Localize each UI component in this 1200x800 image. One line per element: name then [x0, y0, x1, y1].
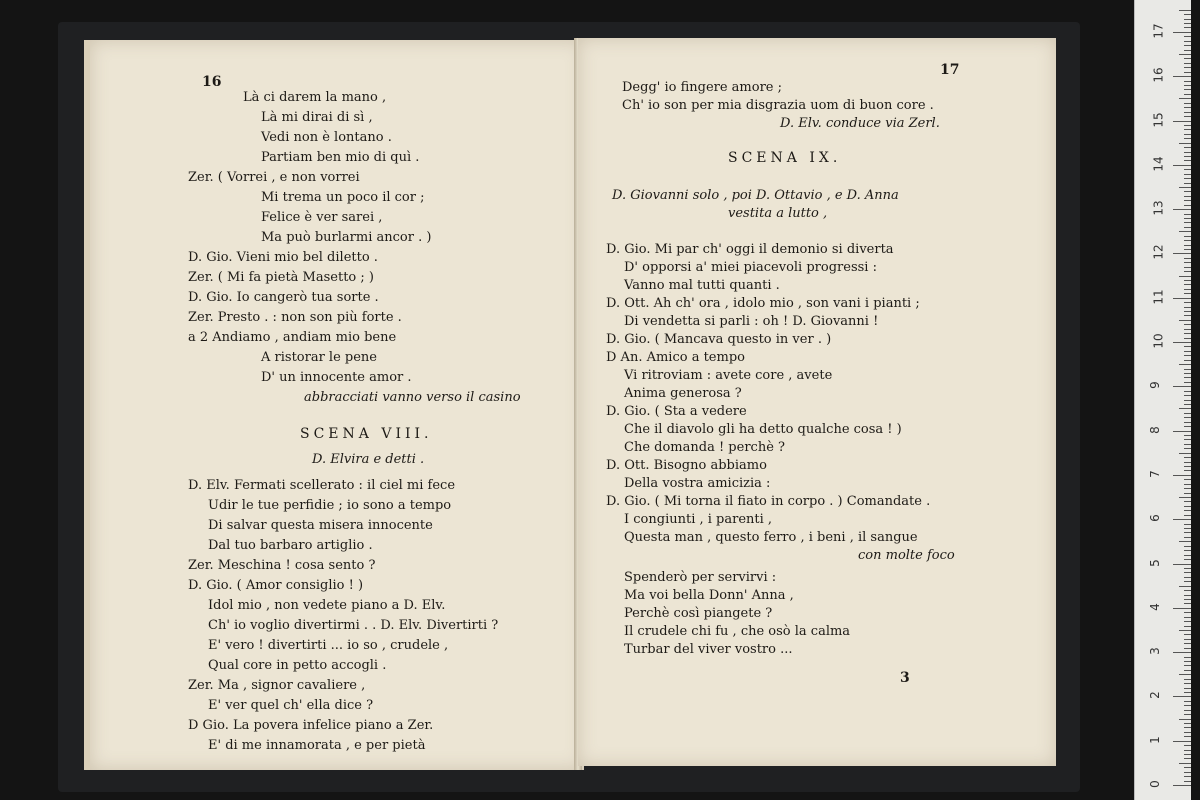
- ruler-tick: [1184, 58, 1191, 59]
- text-line: D. Gio. Mi par ch' oggi il demonio si diverta: [606, 242, 894, 257]
- text-line: Della vostra amicizia :: [624, 476, 771, 491]
- ruler-tick: [1184, 205, 1191, 206]
- ruler-tick: [1179, 408, 1191, 409]
- ruler-tick: [1184, 559, 1191, 560]
- text-line: Zer. Ma , signor cavaliere ,: [188, 678, 366, 693]
- ruler-tick: [1184, 581, 1191, 582]
- text-line: Là mi dirai di sì ,: [261, 110, 373, 125]
- ruler-tick: [1184, 524, 1191, 525]
- ruler-tick: [1184, 404, 1191, 405]
- ruler-number: 5: [1147, 558, 1162, 567]
- ruler-tick: [1184, 284, 1191, 285]
- text-line: D. Gio. Vieni mio bel diletto .: [188, 250, 378, 265]
- ruler-tick: [1184, 152, 1191, 153]
- ruler-tick: [1179, 541, 1191, 542]
- ruler-tick: [1184, 435, 1191, 436]
- signature-mark: 3: [900, 670, 910, 686]
- ruler-tick: [1184, 679, 1191, 680]
- ruler-tick: [1173, 519, 1191, 520]
- ruler-tick: [1173, 298, 1191, 299]
- ruler-tick: [1184, 191, 1191, 192]
- ruler-tick: [1184, 81, 1191, 82]
- ruler-number: 14: [1151, 156, 1166, 172]
- ruler-tick: [1184, 510, 1191, 511]
- ruler-tick: [1184, 781, 1191, 782]
- text-line: Turbar del viver vostro ...: [624, 642, 793, 657]
- ruler-tick: [1184, 236, 1191, 237]
- ruler-tick: [1184, 395, 1191, 396]
- ruler-tick: [1184, 280, 1191, 281]
- text-line: Di salvar questa misera innocente: [208, 518, 433, 533]
- ruler-tick: [1184, 94, 1191, 95]
- ruler-tick: [1184, 67, 1191, 68]
- ruler-number: 4: [1147, 602, 1162, 611]
- ruler-tick: [1173, 342, 1191, 343]
- text-line: a 2 Andiamo , andiam mio bene: [188, 330, 397, 345]
- text-line: Zer. ( Vorrei , e non vorrei: [188, 170, 360, 185]
- stage-direction: abbracciati vanno verso il casino: [304, 390, 521, 405]
- ruler-tick: [1184, 470, 1191, 471]
- ruler-tick: [1179, 10, 1191, 11]
- text-line: Di vendetta si parli : oh ! D. Giovanni !: [624, 314, 879, 329]
- text-line: D. Ott. Bisogno abbiamo: [606, 458, 767, 473]
- ruler-tick: [1179, 143, 1191, 144]
- ruler-tick: [1184, 138, 1191, 139]
- right-page: [578, 38, 1056, 766]
- ruler-tick: [1184, 338, 1191, 339]
- ruler-tick: [1179, 98, 1191, 99]
- ruler-tick: [1184, 546, 1191, 547]
- ruler-tick: [1184, 222, 1191, 223]
- ruler-tick: [1184, 710, 1191, 711]
- ruler-tick: [1184, 528, 1191, 529]
- ruler-tick: [1184, 227, 1191, 228]
- ruler-tick: [1173, 608, 1191, 609]
- ruler-tick: [1184, 160, 1191, 161]
- ruler-number: 17: [1151, 23, 1166, 39]
- ruler-tick: [1184, 448, 1191, 449]
- ruler-tick: [1184, 577, 1191, 578]
- ruler-tick: [1184, 23, 1191, 24]
- ruler-tick: [1184, 103, 1191, 104]
- ruler-number: 3: [1147, 647, 1162, 655]
- ruler-number: 9: [1147, 381, 1162, 390]
- text-line: Ch' io voglio divertirmi . . D. Elv. Divertirti ?: [208, 618, 499, 633]
- ruler-tick: [1184, 125, 1191, 126]
- text-line: D' un innocente amor .: [261, 370, 412, 385]
- text-line: Mi trema un poco il cor ;: [261, 190, 425, 205]
- text-line: Ch' io son per mia disgrazia uom di buon core .: [622, 98, 934, 113]
- ruler-number: 6: [1147, 514, 1162, 523]
- text-line: D. Elv. Fermati scellerato : il ciel mi fece: [188, 478, 456, 493]
- ruler-tick: [1184, 360, 1191, 361]
- ruler-tick: [1184, 129, 1191, 130]
- ruler-tick: [1184, 665, 1191, 666]
- ruler-tick: [1184, 329, 1191, 330]
- ruler-tick: [1184, 196, 1191, 197]
- ruler-tick: [1184, 302, 1191, 303]
- ruler-tick: [1184, 36, 1191, 37]
- ruler-tick: [1179, 276, 1191, 277]
- ruler-tick: [1184, 214, 1191, 215]
- ruler-tick: [1184, 776, 1191, 777]
- ruler-tick: [1173, 475, 1191, 476]
- ruler-tick: [1184, 758, 1191, 759]
- text-line: Ma può burlarmi ancor . ): [261, 230, 432, 245]
- ruler-tick: [1184, 595, 1191, 596]
- text-line: Idol mio , non vedete piano a D. Elv.: [208, 598, 446, 613]
- text-line: D Gio. La povera infelice piano a Zer.: [188, 718, 434, 733]
- ruler-tick: [1184, 767, 1191, 768]
- ruler-tick: [1184, 41, 1191, 42]
- ruler-tick: [1184, 174, 1191, 175]
- text-line: D. Gio. ( Sta a vedere: [606, 404, 747, 419]
- text-line: Anima generosa ?: [624, 386, 742, 401]
- ruler-tick: [1184, 156, 1191, 157]
- ruler-tick: [1184, 727, 1191, 728]
- ruler-tick: [1173, 785, 1191, 786]
- ruler-tick: [1184, 599, 1191, 600]
- ruler-tick: [1184, 72, 1191, 73]
- ruler-tick: [1184, 400, 1191, 401]
- text-line: I congiunti , i parenti ,: [624, 512, 773, 527]
- ruler-tick: [1184, 648, 1191, 649]
- ruler-number: 10: [1151, 333, 1166, 349]
- text-line: E' ver quel ch' ella dice ?: [208, 698, 374, 713]
- ruler-number: 15: [1151, 111, 1166, 128]
- measurement-ruler: [1134, 0, 1191, 800]
- ruler-tick: [1179, 54, 1191, 55]
- ruler-number: 8: [1147, 425, 1162, 434]
- ruler-tick: [1184, 692, 1191, 693]
- ruler-tick: [1184, 50, 1191, 51]
- text-line: Ma voi bella Donn' Anna ,: [624, 588, 794, 603]
- ruler-tick: [1184, 267, 1191, 268]
- text-line: Zer. Presto . : non son più forte .: [188, 310, 402, 325]
- ruler-tick: [1184, 45, 1191, 46]
- ruler-tick: [1184, 289, 1191, 290]
- ruler-tick: [1184, 639, 1191, 640]
- ruler-tick: [1184, 550, 1191, 551]
- ruler-tick: [1184, 439, 1191, 440]
- scene-characters: D. Elvira e detti .: [312, 452, 425, 467]
- ruler-tick: [1184, 112, 1191, 113]
- ruler-number: 16: [1151, 67, 1166, 83]
- ruler-tick: [1179, 630, 1191, 631]
- text-line: Vi ritroviam : avete core , avete: [624, 368, 833, 383]
- text-line: Dal tuo barbaro artiglio .: [208, 538, 373, 553]
- ruler-tick: [1179, 231, 1191, 232]
- ruler-tick: [1184, 466, 1191, 467]
- ruler-tick: [1184, 612, 1191, 613]
- ruler-tick: [1184, 617, 1191, 618]
- ruler-tick: [1184, 723, 1191, 724]
- ruler-tick: [1179, 364, 1191, 365]
- ruler-tick: [1184, 657, 1191, 658]
- ruler-tick: [1184, 683, 1191, 684]
- ruler-tick: [1184, 634, 1191, 635]
- ruler-tick: [1184, 745, 1191, 746]
- ruler-tick: [1184, 479, 1191, 480]
- text-line: Là ci darem la mano ,: [243, 90, 387, 105]
- ruler-tick: [1184, 169, 1191, 170]
- ruler-tick: [1184, 89, 1191, 90]
- ruler-tick: [1184, 493, 1191, 494]
- ruler-tick: [1184, 346, 1191, 347]
- ruler-tick: [1184, 590, 1191, 591]
- text-line: D. Gio. ( Mancava questo in ver . ): [606, 332, 832, 347]
- ruler-tick: [1173, 209, 1191, 210]
- ruler-tick: [1184, 200, 1191, 201]
- ruler-tick: [1173, 652, 1191, 653]
- ruler-tick: [1184, 515, 1191, 516]
- text-line: Vanno mal tutti quanti .: [624, 278, 780, 293]
- ruler-tick: [1184, 134, 1191, 135]
- ruler-tick: [1173, 431, 1191, 432]
- ruler-tick: [1184, 369, 1191, 370]
- text-line: D. Gio. ( Mi torna il fiato in corpo . ) Comandate .: [606, 494, 931, 509]
- ruler-tick: [1184, 750, 1191, 751]
- ruler-tick: [1184, 311, 1191, 312]
- ruler-tick: [1184, 506, 1191, 507]
- ruler-tick: [1184, 14, 1191, 15]
- text-line: Udir le tue perfidie ; io sono a tempo: [208, 498, 452, 513]
- ruler-tick: [1184, 373, 1191, 374]
- ruler-tick: [1179, 453, 1191, 454]
- ruler-tick: [1184, 701, 1191, 702]
- text-line: E' vero ! divertirti ... io so , crudele ,: [208, 638, 449, 653]
- ruler-tick: [1184, 307, 1191, 308]
- ruler-tick: [1184, 355, 1191, 356]
- ruler-tick: [1184, 457, 1191, 458]
- ruler-tick: [1173, 32, 1191, 33]
- text-line: D. Gio. Io cangerò tua sorte .: [188, 290, 379, 305]
- ruler-tick: [1184, 488, 1191, 489]
- ruler-number: 12: [1151, 244, 1166, 261]
- ruler-tick: [1184, 413, 1191, 414]
- text-line: A ristorar le pene: [261, 350, 377, 365]
- ruler-number: 7: [1147, 470, 1162, 478]
- text-line: Che domanda ! perchè ?: [624, 440, 785, 455]
- ruler-tick: [1184, 107, 1191, 108]
- ruler-number: 2: [1147, 691, 1162, 700]
- text-line: D An. Amico a tempo: [606, 350, 745, 365]
- ruler-tick: [1184, 183, 1191, 184]
- ruler-tick: [1184, 116, 1191, 117]
- ruler-tick: [1184, 444, 1191, 445]
- text-line: D. Gio. ( Amor consiglio ! ): [188, 578, 364, 593]
- ruler-tick: [1184, 249, 1191, 250]
- ruler-tick: [1184, 258, 1191, 259]
- ruler-tick: [1179, 763, 1191, 764]
- ruler-tick: [1184, 426, 1191, 427]
- text-line: Partiam ben mio di quì .: [261, 150, 420, 165]
- ruler-tick: [1184, 422, 1191, 423]
- ruler-tick: [1184, 621, 1191, 622]
- ruler-tick: [1173, 253, 1191, 254]
- ruler-tick: [1184, 324, 1191, 325]
- ruler-tick: [1184, 178, 1191, 179]
- ruler-number: 0: [1147, 780, 1162, 788]
- text-line: Perchè così piangete ?: [624, 606, 773, 621]
- ruler-tick: [1179, 674, 1191, 675]
- scene-heading: SCENA VIII.: [300, 426, 433, 442]
- ruler-tick: [1173, 165, 1191, 166]
- ruler-tick: [1184, 772, 1191, 773]
- ruler-tick: [1184, 85, 1191, 86]
- ruler-tick: [1184, 705, 1191, 706]
- text-line: Vedi non è lontano .: [261, 130, 392, 145]
- ruler-number: 11: [1151, 289, 1166, 305]
- ruler-tick: [1173, 76, 1191, 77]
- ruler-tick: [1184, 315, 1191, 316]
- ruler-tick: [1184, 532, 1191, 533]
- ruler-tick: [1184, 732, 1191, 733]
- left-page: [84, 40, 584, 770]
- ruler-tick: [1184, 484, 1191, 485]
- text-line: D' opporsi a' miei piacevoli progressi :: [624, 260, 877, 275]
- ruler-tick: [1179, 497, 1191, 498]
- ruler-tick: [1184, 351, 1191, 352]
- ruler-tick: [1184, 501, 1191, 502]
- ruler-tick: [1179, 187, 1191, 188]
- text-line: Qual core in petto accogli .: [208, 658, 387, 673]
- text-line: Spenderò per servirvi :: [624, 570, 777, 585]
- ruler-tick: [1179, 320, 1191, 321]
- text-line: Il crudele chi fu , che osò la calma: [624, 624, 851, 639]
- scene-heading: SCENA IX.: [728, 150, 842, 166]
- ruler-tick: [1184, 391, 1191, 392]
- ruler-tick: [1184, 293, 1191, 294]
- text-line: Zer. ( Mi fa pietà Masetto ; ): [188, 270, 374, 285]
- ruler-tick: [1184, 245, 1191, 246]
- ruler-tick: [1184, 555, 1191, 556]
- ruler-tick: [1179, 586, 1191, 587]
- ruler-tick: [1184, 63, 1191, 64]
- text-line: D. Ott. Ah ch' ora , idolo mio , son vani i pianti ;: [606, 296, 920, 311]
- ruler-tick: [1184, 240, 1191, 241]
- ruler-tick: [1184, 572, 1191, 573]
- stage-direction: con molte foco: [858, 548, 955, 563]
- ruler-tick: [1184, 218, 1191, 219]
- ruler-tick: [1184, 661, 1191, 662]
- stage-direction: D. Elv. conduce via Zerl.: [780, 116, 940, 131]
- ruler-tick: [1184, 688, 1191, 689]
- text-line: Che il diavolo gli ha detto qualche cosa ! ): [624, 422, 902, 437]
- ruler-tick: [1184, 333, 1191, 334]
- text-line: Zer. Meschina ! cosa sento ?: [188, 558, 376, 573]
- scene-characters: D. Giovanni solo , poi D. Ottavio , e D. Anna: [612, 188, 899, 203]
- text-line: Degg' io fingere amore ;: [622, 80, 783, 95]
- text-line: E' di me innamorata , e per pietà: [208, 738, 426, 753]
- ruler-tick: [1184, 568, 1191, 569]
- ruler-tick: [1184, 27, 1191, 28]
- ruler-tick: [1184, 643, 1191, 644]
- ruler-tick: [1173, 121, 1191, 122]
- ruler-tick: [1173, 741, 1191, 742]
- ruler-tick: [1184, 537, 1191, 538]
- ruler-number: 1: [1147, 735, 1162, 744]
- ruler-tick: [1173, 696, 1191, 697]
- ruler-tick: [1184, 714, 1191, 715]
- ruler-tick: [1184, 19, 1191, 20]
- ruler-tick: [1184, 262, 1191, 263]
- ruler-tick: [1184, 626, 1191, 627]
- ruler-tick: [1184, 382, 1191, 383]
- ruler-tick: [1184, 417, 1191, 418]
- ruler-tick: [1184, 147, 1191, 148]
- ruler-tick: [1173, 564, 1191, 565]
- ruler-tick: [1184, 377, 1191, 378]
- text-line: Felice è ver sarei ,: [261, 210, 383, 225]
- ruler-tick: [1184, 271, 1191, 272]
- right-page-number: 17: [940, 62, 960, 78]
- ruler-tick: [1184, 736, 1191, 737]
- scene-characters: vestita a lutto ,: [728, 206, 828, 221]
- ruler-tick: [1173, 386, 1191, 387]
- ruler-tick: [1184, 670, 1191, 671]
- left-page-number: 16: [202, 74, 222, 90]
- ruler-tick: [1184, 462, 1191, 463]
- ruler-tick: [1184, 754, 1191, 755]
- ruler-tick: [1184, 603, 1191, 604]
- ruler-number: 13: [1151, 200, 1166, 216]
- ruler-tick: [1179, 719, 1191, 720]
- text-line: Questa man , questo ferro , i beni , il sangue: [624, 530, 918, 545]
